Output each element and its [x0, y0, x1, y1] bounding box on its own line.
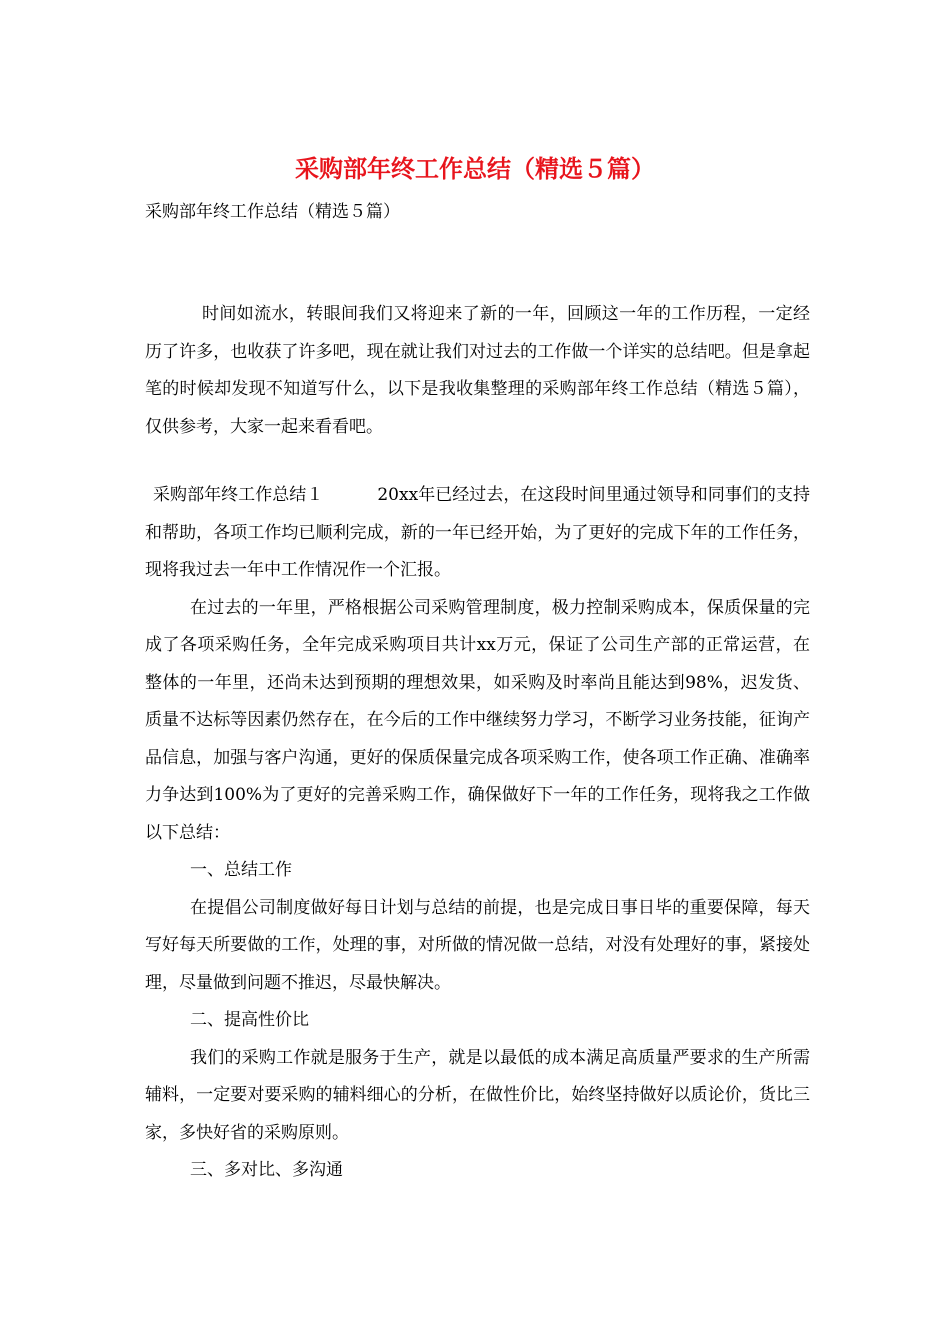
document-title: 采购部年终工作总结（精选５篇）: [295, 154, 655, 183]
heading-summary-work: 一、总结工作: [190, 860, 292, 880]
main-section: [145, 477, 810, 1190]
paragraph-summary-work: 在提倡公司制度做好每日计划与总结的前提，也是完成日事日毕的重要保障，每天写好每天所要做的工作，处理的事，对所做的情况做一总结，对没有处理好的事，紧接处理，尽量做到问题不推迟，尽最快解决。: [145, 897, 810, 993]
section1-first-paragraph: [145, 477, 810, 590]
intro-section: [145, 296, 810, 446]
paragraph-cost-performance: 我们的采购工作就是服务于生产，就是以最低的成本满足高质量严要求的生产所需辅料，一定要对要采购的辅料细心的分析，在做性价比，始终坚持做好以质论价，货比三家，多快好省的采购原则。: [145, 1047, 810, 1143]
document-subtitle: 采购部年终工作总结（精选５篇）: [145, 202, 400, 222]
section1-heading: 采购部年终工作总结１: [153, 485, 324, 505]
heading-cost-performance: 二、提高性价比: [190, 1010, 309, 1030]
intro-paragraph: 时间如流水，转眼间我们又将迎来了新的一年，回顾这一年的工作历程，一定经历了许多，也收获了许多吧，现在就让我们对过去的工作做一个详实的总结吧。但是拿起笔的时候却发现不知道写什么，以下是我收集整理的采购部年终工作总结（精选５篇），仅供参考，大家一起来看看吧。: [145, 304, 810, 437]
section1-paragraph-1: 20xx年已经过去，在这段时间里通过领导和同事们的支持和帮助，各项工作均已顺利完成，新的一年已经开始，为了更好的完成下年的工作任务，现将我过去一年中工作情况作一个汇报。: [145, 485, 810, 580]
section1-paragraph-2: 在过去的一年里，严格根据公司采购管理制度，极力控制采购成本，保质保量的完成了各项采购任务，全年完成采购项目共计xx万元，保证了公司生产部的正常运营，在整体的一年里，还尚未达到预期的理想效果，如采购及时率尚且能达到98%，迟发货、质量不达标等因素仍然存在，在今后的工作中继续努力学习，不断学习业务技能，征询产品信息，加强与客户沟通，更好的保质保量完成各项采购工作，使各项工作正确、准确率力争达到100%为了更好的完善采购工作，确保做好下一年的工作任务，现将我之工作做以下总结：: [145, 597, 810, 843]
heading-compare-communicate: 三、多对比、多沟通: [190, 1160, 343, 1180]
